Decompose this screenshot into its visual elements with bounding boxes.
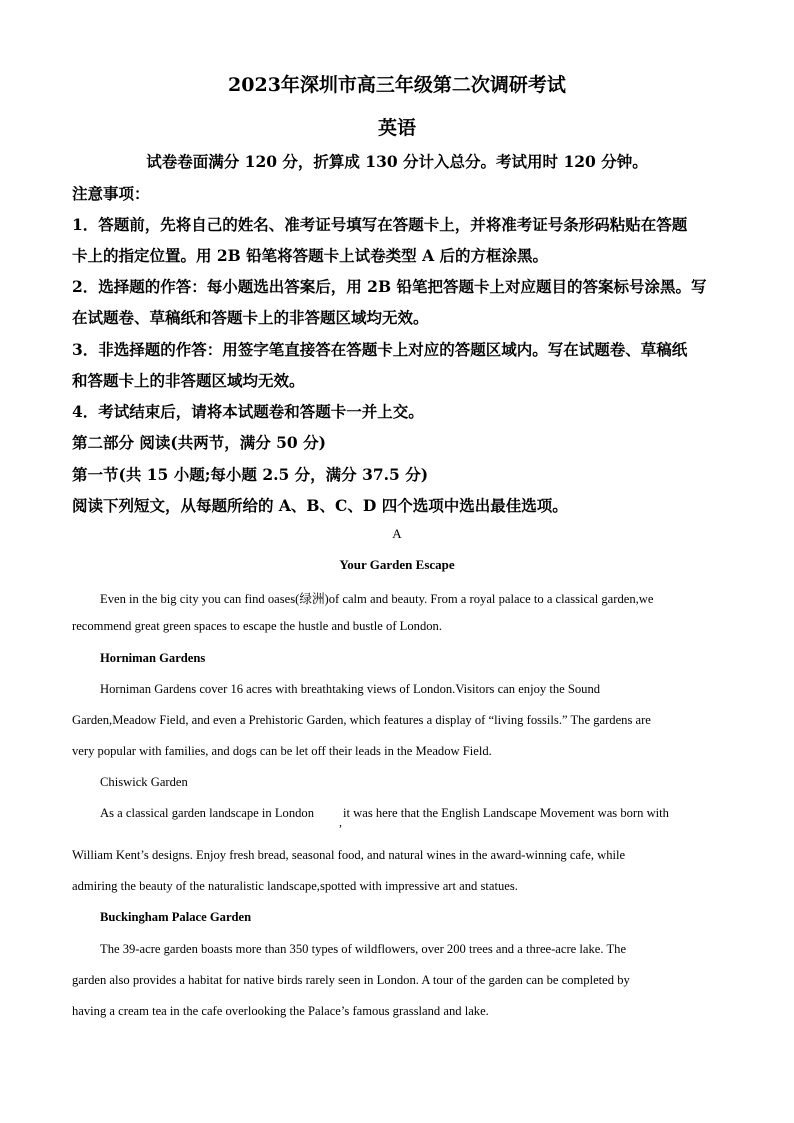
part-heading: 第二部分 阅读(共两节，满分 50 分) <box>72 433 326 452</box>
notice-heading: 注意事项： <box>72 184 150 203</box>
paragraph-line: Garden,Meadow Field, and even a Prehistoric Garden, which features a display of “living fossils.” The gardens are <box>72 713 651 727</box>
paragraph-line: William Kent’s designs. Enjoy fresh bread, seasonal food, and natural wines in the award-winning cafe, while <box>72 848 626 862</box>
garden-heading: Chiswick Garden <box>100 775 188 789</box>
paragraph-line: Even in the big city you can find oases(绿洲)of calm and beauty. From a royal palace to a classical garden,we <box>100 592 654 606</box>
paragraph-comma: , <box>339 815 342 829</box>
paragraph-line: garden also provides a habitat for native birds rarely seen in London. A tour of the garden can be completed by <box>72 973 630 987</box>
paragraph-line: recommend great green spaces to escape the hustle and bustle of London. <box>72 619 442 633</box>
paragraph-line: admiring the beauty of the naturalistic landscape,spotted with impressive art and statues. <box>72 879 518 893</box>
notice-line: 和答题卡上的非答题区域均无效。 <box>72 371 305 390</box>
garden-heading: Buckingham Palace Garden <box>100 910 252 924</box>
notice-line: 卡上的指定位置。用 2B 铅笔将答题卡上试卷类型 A 后的方框涂黑。 <box>72 246 548 265</box>
paragraph-line: As a classical garden landscape in London <box>100 806 315 820</box>
subject-title: 英语 <box>377 117 416 139</box>
notice-line: 在试题卷、草稿纸和答题卡上的非答题区域均无效。 <box>72 308 429 327</box>
exam-title: 2023年深圳市高三年级第二次调研考试 <box>228 74 566 96</box>
instruction: 阅读下列短文，从每题所给的 A、B、C、D 四个选项中选出最佳选项。 <box>72 496 568 515</box>
paragraph-line: very popular with families, and dogs can be let off their leads in the Meadow Field. <box>72 744 492 758</box>
notice-line: 4．考试结束后，请将本试题卷和答题卡一并上交。 <box>72 402 424 421</box>
paragraph-line: The 39-acre garden boasts more than 350 types of wildflowers, over 200 trees and a three-acre lake. The <box>100 942 627 956</box>
paragraph-line: Horniman Gardens cover 16 acres with breathtaking views of London.Visitors can enjoy the Sound <box>100 682 601 696</box>
garden-heading: Horniman Gardens <box>100 651 206 665</box>
paragraph-line: it was here that the English Landscape Movement was born with <box>343 806 669 820</box>
notice-line: 1．答题前，先将自己的姓名、准考证号填写在答题卡上，并将准考证号条形码粘贴在答题 <box>72 215 688 234</box>
passage-letter: A <box>392 526 402 541</box>
section-heading: 第一节(共 15 小题;每小题 2.5 分，满分 37.5 分) <box>72 465 429 484</box>
paragraph-line: having a cream tea in the cafe overlooking the Palace’s famous grassland and lake. <box>72 1004 489 1018</box>
exam-note: 试卷卷面满分 120 分，折算成 130 分计入总分。考试用时 120 分钟。 <box>146 152 648 171</box>
notice-line: 3．非选择题的作答：用签字笔直接答在答题卡上对应的答题区域内。写在试题卷、草稿纸 <box>72 340 688 359</box>
notice-line: 2．选择题的作答：每小题选出答案后，用 2B 铅笔把答题卡上对应题目的答案标号涂黑。写 <box>72 277 707 296</box>
passage-title: Your Garden Escape <box>339 557 455 572</box>
